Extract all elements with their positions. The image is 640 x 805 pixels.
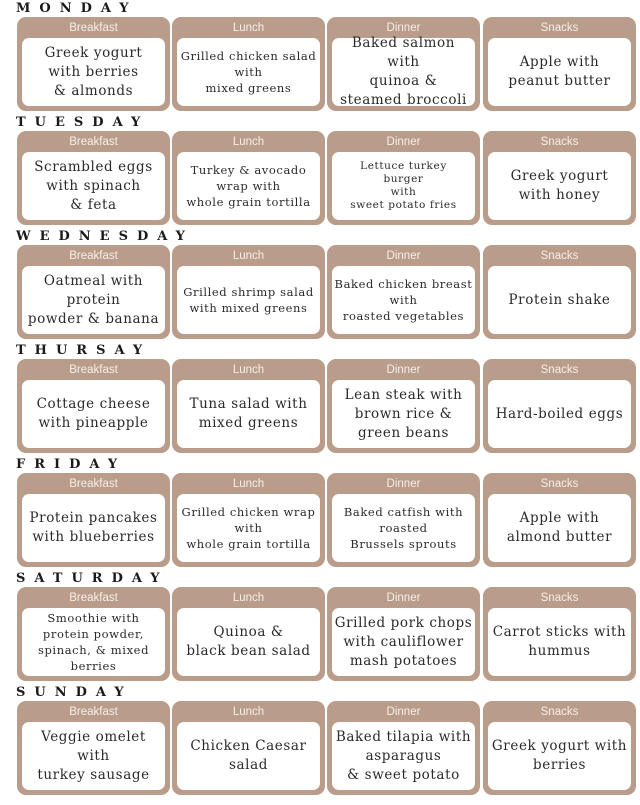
meal-card-breakfast xyxy=(17,131,170,225)
meal-text xyxy=(488,38,631,106)
meal-label: Snacks xyxy=(540,478,579,490)
day-title: FRIDAY xyxy=(16,457,127,472)
meal-card-lunch xyxy=(172,359,325,453)
meal-text xyxy=(177,38,320,106)
meal-card-lunch xyxy=(172,245,325,339)
meal-text xyxy=(22,608,165,676)
meal-text xyxy=(488,494,631,562)
meal-text xyxy=(177,608,320,676)
meal-card-lunch xyxy=(172,17,325,111)
meal-text xyxy=(22,380,165,448)
meal-card-dinner xyxy=(327,245,480,339)
meal-label: Lunch xyxy=(232,592,265,604)
meal-description: Apple with almond butter xyxy=(506,510,613,545)
meal-label: Lunch xyxy=(232,136,265,148)
meal-label: Breakfast xyxy=(69,364,118,376)
day-section-tuesday xyxy=(0,114,640,228)
meal-description: Oatmeal with protein powder & banana xyxy=(27,272,160,327)
meal-text xyxy=(332,266,475,334)
meal-text xyxy=(177,266,320,334)
meal-text xyxy=(488,722,631,790)
meal-card-dinner xyxy=(327,359,480,453)
meal-label: Lunch xyxy=(232,364,265,376)
meal-description: Baked salmon with quinoa & steamed broccoli xyxy=(340,35,467,108)
meal-label: Snacks xyxy=(540,592,579,604)
meal-label: Breakfast xyxy=(69,706,118,718)
meal-description: Veggie omelet with turkey sausage xyxy=(37,728,150,783)
meal-description: Greek yogurt with berries & almonds xyxy=(44,44,143,99)
meal-description: Baked chicken breast with roasted vegetables xyxy=(334,277,473,323)
meal-description: Lettuce turkey burger with sweet potato fries xyxy=(350,160,457,211)
meal-label: Lunch xyxy=(232,478,265,490)
meal-text xyxy=(332,35,475,108)
meal-card-breakfast xyxy=(17,473,170,567)
meal-description: Lean steak with brown rice & green beans xyxy=(344,386,463,441)
meal-description: Baked tilapia with asparagus & sweet potato xyxy=(335,728,472,783)
meal-card-dinner xyxy=(327,701,480,795)
meal-description: Grilled pork chops with cauliflower mash potatoes xyxy=(334,614,473,669)
meal-card-lunch xyxy=(172,587,325,681)
meal-description: Protein shake xyxy=(508,291,611,308)
meal-text xyxy=(488,380,631,448)
meal-card-dinner xyxy=(327,17,480,111)
day-title: THURSAY xyxy=(16,343,152,358)
meal-text xyxy=(488,608,631,676)
day-title: TUESDAY xyxy=(16,115,150,130)
meal-card-dinner xyxy=(327,131,480,225)
day-section-friday xyxy=(0,456,640,570)
day-section-wednesday xyxy=(0,228,640,342)
day-title: SUNDAY xyxy=(16,685,133,700)
meal-label: Dinner xyxy=(386,592,421,604)
meal-card-dinner xyxy=(327,473,480,567)
meal-text xyxy=(332,380,475,448)
meal-card-snacks xyxy=(483,131,636,225)
day-section-thursay xyxy=(0,342,640,456)
meal-label: Breakfast xyxy=(69,592,118,604)
meal-label: Lunch xyxy=(232,706,265,718)
meal-card-snacks xyxy=(483,473,636,567)
meal-card-breakfast xyxy=(17,245,170,339)
meal-label: Snacks xyxy=(540,22,579,34)
meal-text xyxy=(177,494,320,562)
meal-description: Greek yogurt with berries xyxy=(491,738,628,773)
meal-card-breakfast xyxy=(17,359,170,453)
meal-text xyxy=(22,494,165,562)
meal-label: Dinner xyxy=(386,364,421,376)
meal-label: Snacks xyxy=(540,250,579,262)
meal-label: Dinner xyxy=(386,136,421,148)
meal-label: Lunch xyxy=(232,22,265,34)
meal-description: Grilled chicken wrap with whole grain tortilla xyxy=(181,505,316,551)
meal-text xyxy=(488,266,631,334)
meal-text xyxy=(177,380,320,448)
meal-card-snacks xyxy=(483,359,636,453)
meal-description: Turkey & avocado wrap with whole grain tortilla xyxy=(186,163,311,209)
day-section-saturday xyxy=(0,570,640,684)
meal-label: Dinner xyxy=(386,250,421,262)
meal-description: Greek yogurt with honey xyxy=(510,168,609,203)
meal-label: Dinner xyxy=(386,706,421,718)
meal-description: Grilled chicken salad with mixed greens xyxy=(180,49,317,95)
meal-text xyxy=(22,152,165,220)
meal-text xyxy=(332,608,475,676)
day-section-monday xyxy=(0,0,640,114)
meal-card-lunch xyxy=(172,131,325,225)
meal-card-lunch xyxy=(172,473,325,567)
meal-label: Breakfast xyxy=(69,136,118,148)
meal-text xyxy=(488,152,631,220)
meal-card-lunch xyxy=(172,701,325,795)
meal-text xyxy=(22,722,165,790)
day-section-sunday xyxy=(0,684,640,798)
meal-card-breakfast xyxy=(17,587,170,681)
meal-description: Scrambled eggs with spinach & feta xyxy=(34,158,153,213)
meal-description: Grilled shrimp salad with mixed greens xyxy=(183,285,314,315)
meal-text xyxy=(177,152,320,220)
meal-label: Lunch xyxy=(232,250,265,262)
meal-description: Cottage cheese with pineapple xyxy=(36,396,151,431)
meal-description: Quinoa & black bean salad xyxy=(186,624,311,659)
meal-label: Snacks xyxy=(540,706,579,718)
meal-description: Baked catfish with roasted Brussels sprouts xyxy=(343,505,464,551)
meal-text xyxy=(22,266,165,334)
meal-card-breakfast xyxy=(17,701,170,795)
meal-label: Snacks xyxy=(540,136,579,148)
meal-description: Carrot sticks with hummus xyxy=(492,624,627,659)
day-title: MONDAY xyxy=(16,1,138,16)
meal-description: Protein pancakes with blueberries xyxy=(29,510,158,545)
meal-description: Hard-boiled eggs xyxy=(495,405,624,422)
meal-text xyxy=(22,38,165,106)
day-title: WEDNESDAY xyxy=(16,229,194,244)
meal-label: Snacks xyxy=(540,364,579,376)
meal-description: Smoothie with protein powder, spinach, & mixed berries xyxy=(37,611,150,673)
day-title: SATURDAY xyxy=(16,571,169,586)
meal-label: Breakfast xyxy=(69,250,118,262)
meal-description: Apple with peanut butter xyxy=(508,54,611,89)
meal-text xyxy=(332,152,475,220)
meal-description: Tuna salad with mixed greens xyxy=(189,396,308,431)
meal-text xyxy=(332,722,475,790)
meal-card-snacks xyxy=(483,17,636,111)
meal-card-breakfast xyxy=(17,17,170,111)
meal-card-snacks xyxy=(483,701,636,795)
meal-card-dinner xyxy=(327,587,480,681)
meal-card-snacks xyxy=(483,245,636,339)
meal-label: Dinner xyxy=(386,22,421,34)
meal-card-snacks xyxy=(483,587,636,681)
meal-label: Dinner xyxy=(386,478,421,490)
meal-label: Breakfast xyxy=(69,478,118,490)
meal-text xyxy=(332,494,475,562)
meal-label: Breakfast xyxy=(69,22,118,34)
meal-text xyxy=(177,722,320,790)
meal-description: Chicken Caesar salad xyxy=(190,738,307,773)
